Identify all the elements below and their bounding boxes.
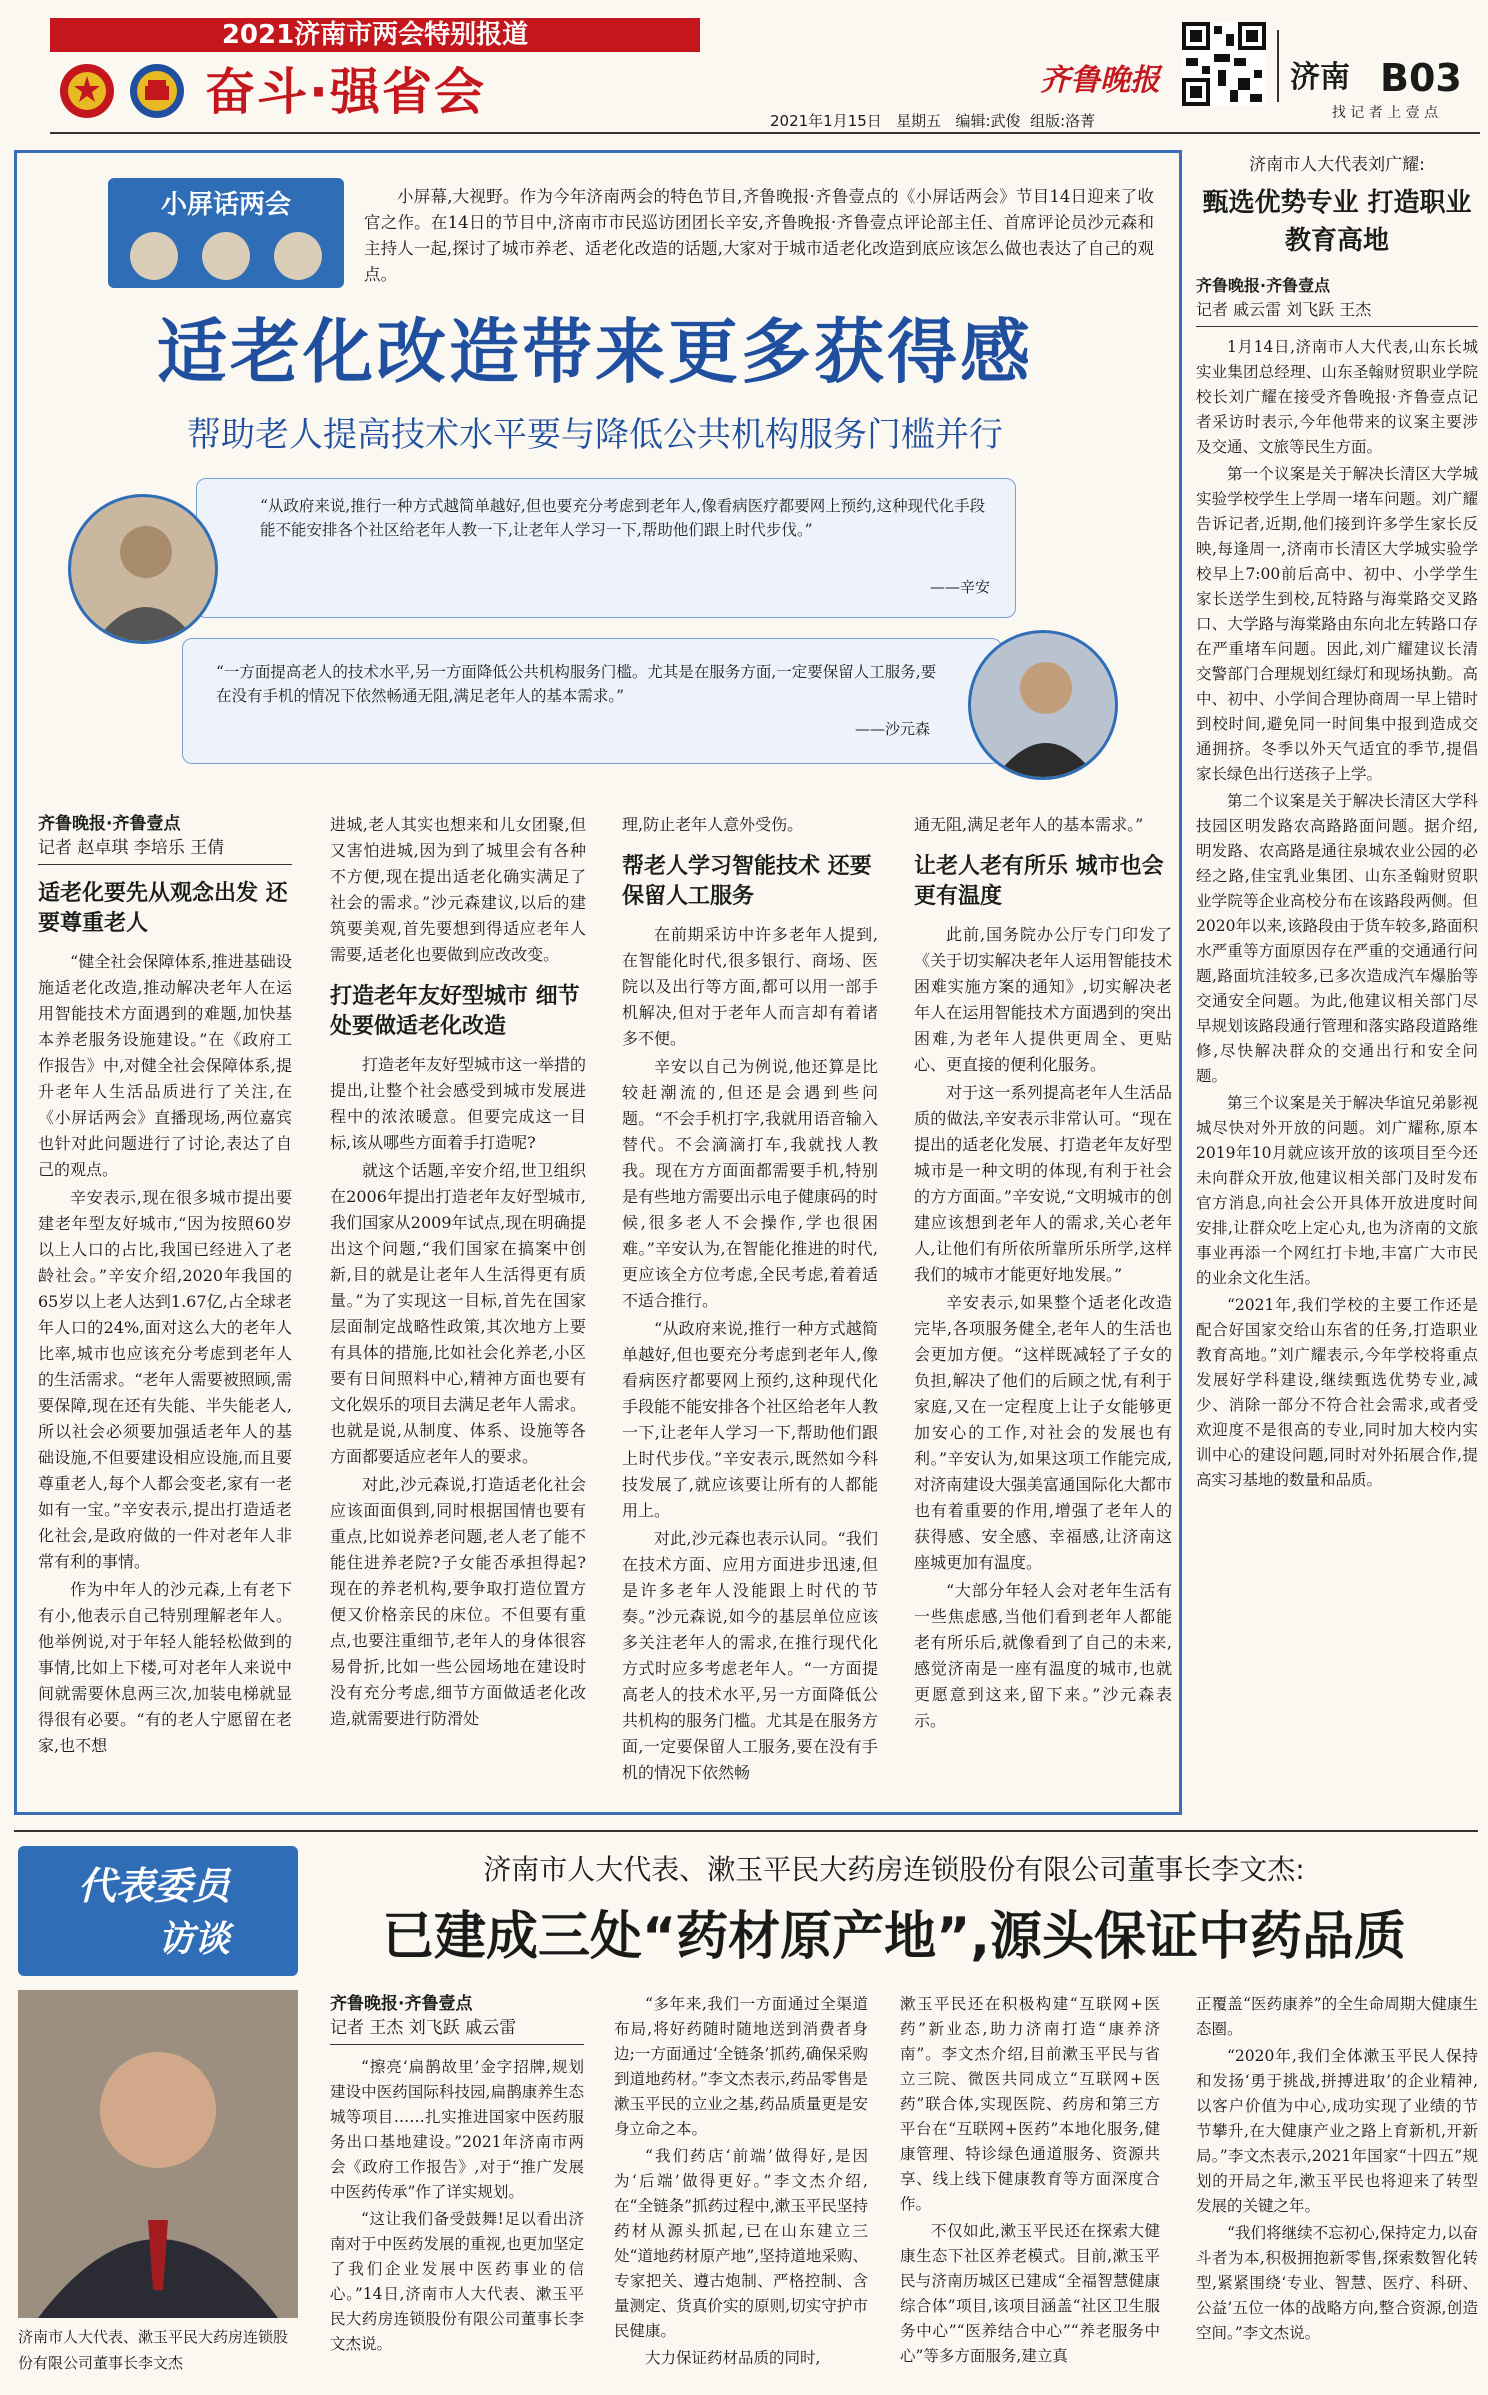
col2-subhead: 打造老年友好型城市 细节处要做适老化改造 [330, 984, 580, 1039]
bottom-kicker: 济南市人大代表、漱玉平民大药房连锁股份有限公司董事长李文杰: [483, 1853, 1305, 1886]
qr-code-icon [1182, 22, 1266, 106]
col2-paragraph: 进城,老人其实也想来和儿女团聚,但又害怕进城,因为到了城里会有各种不方便,现在提出适老化确实满足了社会的需求。”沙元森建议,以后的建筑要美观,首先要想到得适应老年人需要,适老化也要做到应改改变。 [330, 815, 586, 964]
bottom-byline-names: 记者 王杰 刘飞跃 戚云雷 [330, 2016, 584, 2045]
sidebar-paragraph: “2021年,我们学校的主要工作还是配合好国家交给山东省的任务,打造职业教育高地。”刘广耀表示,今年学校将重点发展好学科建设,继续甄选优势专业,减少、消除一部分不符合社会需求,或者受欢迎度不是很高的专业,同时加大校内实训中心的建设问题,同时对外拓展合作,提高实习基地的数量和品质。 [1196, 1296, 1478, 1489]
col4-paragraph: 辛安表示,如果整个适老化改造完毕,各项服务健全,老年人的生活也会更加方便。“这样既减轻了子女的负担,解决了他们的后顾之忧,有利于家庭,又在一定程度上让子女能够更加安心的工作,对社会的发展也有利。”辛安认为,如果这项工作能完成,对济南建设大强美富通国际化大都市也有着重要的作用,增强了老年人的获得感、安全感、幸福感,让济南这座城更加有温度。 [914, 1293, 1172, 1572]
col3-paragraph: 对此,沙元森也表示认同。“我们在技术方面、应用方面进步迅速,但是许多老年人没能跟上时代的节奏。”沙元森说,如今的基层单位应该多关注老年人的需求,在推行现代化方式时应多考虑老年人。“一方面提高老人的技术水平,另一方面降低公共机构的服务门槛。尤其是在服务方面,一定要保留人工服务,要在没有手机的情况下依然畅 [622, 1529, 879, 1782]
bottom-paragraph: “多年来,我们一方面通过全渠道布局,将好药随时随地送到消费者身边;一方面通过‘全链条’抓药,确保采购到道地药材。”李文杰表示,药品零售是漱玉平民的立业之基,药品质量更是安身立命之本。 [614, 1995, 868, 2138]
badge-label: 小屏话两会 [160, 190, 291, 220]
bottom-paragraph: 漱玉平民还在积极构建“互联网+医药”新业态,助力济南打造“康养济南”。李文杰介绍,目前漱玉平民与省立三院、微医共同成立“互联网+医药”联合体,实现医院、药房和第三方平台在“互联网+医药”本地化服务,健康管理、特诊绿色通道服务、资源共享、线上线下健康教育等方面深度合作。 [900, 1995, 1160, 2213]
bottom-col-2 [614, 1992, 868, 2392]
sidebar-byline-names: 记者 戚云雷 刘飞跃 王杰 [1196, 298, 1478, 327]
newspaper-logo: 齐鲁晚报 [1040, 63, 1160, 98]
bottom-paragraph: “擦亮‘扁鹊故里’金字招牌,规划建设中医药国际科技园,扁鹊康养生态城等项目……扎实推进国家中医药服务出口基地建设。”2021年济南市两会《政府工作报告》,对于“推广发展中医药传承”作了详实规划。 [330, 2058, 584, 2201]
col4-paragraph: “大部分年轻人会对老年生活有一些焦虑感,当他们看到老年人都能老有所乐后,就像看到了自己的未来,感觉济南是一座有温度的城市,也就更愿意到这来,留下来。”沙元森表示。 [914, 1581, 1172, 1730]
badge-line-2: 访谈 [158, 1919, 231, 1960]
sidebar-kicker: 济南市人大代表刘广耀: [1249, 155, 1425, 175]
npc-emblem-icon [128, 62, 186, 120]
page-sub: 找 记 者 上 壹 点 [1331, 105, 1439, 121]
col3-paragraph: “从政府来说,推行一种方式越简单越好,但也要充分考虑到老年人,像看病医疗都要网上预约,这种现代化手段能不能安排各个社区给老年人教一下,让老年人学习一下,帮助他们跟上时代步伐。”辛安表示,既然如今科技发展了,就应该要让所有的人都能用上。 [622, 1319, 879, 1520]
masthead-divider [1277, 30, 1279, 102]
host-avatar [274, 232, 322, 280]
sidebar-paragraph: 第二个议案是关于解决长清区大学科技园区明发路农高路路面问题。据介绍,明发路、农高路是通往泉城农业公园的必经之路,佳宝乳业集团、山东圣翰财贸职业学院等企业高校分布在该路段两侧。但2020年以来,该路段由于货车较多,路面积水严重等方面原因存在严重的交通通行问题,路面坑洼较多,已多次造成汽车爆胎等交通安全问题。为此,他建议相关部门尽早规划该路段通行管理和落实路段道路维修,尽快解决群众的交通出行和安全问题。 [1196, 792, 1478, 1085]
quote-1-signature: ——辛安 [929, 578, 990, 596]
feature-subheadline: 帮助老人提高技术水平要与降低公共机构服务门槛并行 [187, 415, 1003, 455]
bottom-rule [14, 1830, 1478, 1832]
sidebar-byline-org: 齐鲁晚报·齐鲁壹点 [1196, 276, 1331, 295]
sidebar-paragraph: 1月14日,济南市人大代表,山东长城实业集团总经理、山东圣翰财贸职业学院校长刘广耀在接受齐鲁晚报·齐鲁壹点记者采访时表示,今年他带来的议案主要涉及交通、文旅等民生方面。 [1196, 338, 1478, 456]
feature-col-2 [330, 812, 586, 1812]
col2-paragraph: 对此,沙元森说,打造适老化社会应该面面俱到,同时根据国情也要有重点,比如说养老问题,老人老了能不能住进养老院?子女能否承担得起?现在的养老机构,要争取打造位置方便又价格亲民的床位。不但要有重点,也要注重细节,老年人的身体很容易骨折,比如一些公园场地在建设时没有充分考虑,细节方面做适老化改造,就需要进行防滑处 [330, 1475, 586, 1728]
section-name: 济南 [1290, 60, 1350, 95]
slogan: 奋斗·强省会 [205, 63, 486, 121]
col3-subhead: 帮老人学习智能技术 还要保留人工服务 [622, 854, 872, 909]
date-line [770, 110, 1170, 132]
col1-paragraph: “健全社会保障体系,推进基础设施适老化改造,推动解决老年人在运用智能技术方面遇到的难题,加快基本养老服务设施建设。”在《政府工作报告》中,对健全社会保障体系,提升老年人生活品质进行了关注,在《小屏话两会》直播现场,两位嘉宾也针对此问题进行了讨论,表达了自己的观点。 [38, 952, 292, 1179]
bottom-paragraph: “我们将继续不忘初心,保持定力,以奋斗者为本,积极拥抱新零售,探索数智化转型,紧紧围绕‘专业、智慧、医疗、科研、公益’五位一体的战略方向,整合资源,创造空间。”李文杰说。 [1196, 2224, 1478, 2342]
speaker-photo-shayuansen [968, 630, 1118, 780]
col1-paragraph: 辛安表示,现在很多城市提出要建老年型友好城市,“因为按照60岁以上人口的占比,我国已经进入了老龄社会。”辛安介绍,2020年我国的65岁以上老人达到1.67亿,占全球老年人口的24%,面对这么大的老年人比率,城市也应该充分考虑到老年人的生活需求。“老年人需要被照顾,需要保障,现在还有失能、半失能老人,所以社会必须要加强适老年人的基础设施,不但要建设相应设施,而且要尊重老人,每个人都会变老,家有一老如有一宝。”辛安表示,提出打造适老化社会,是政府做的一件对老年人非常有利的事情。 [38, 1188, 292, 1571]
bottom-paragraph: “2020年,我们全体漱玉平民人保持和发扬‘勇于挑战,拼搏进取’的企业精神,以客户价值为中心,成功实现了业绩的节节攀升,在大健康产业之路上育新机,开新局。”李文杰表示,2021年国家“十四五”规划的开局之年,漱玉平民也将迎来了转型发展的关键之年。 [1196, 2047, 1478, 2215]
feature-headline: 适老化改造带来更多获得感 [157, 311, 1033, 393]
sidebar-article [1196, 152, 1478, 1812]
col4-paragraph: 此前,国务院办公厅专门印发了《关于切实解决老年人运用智能技术困难实施方案的通知》,切实解决老年人在运用智能技术方面遇到的突出困难,为老年人提供更周全、更贴心、更直接的便利化服务。 [914, 925, 1172, 1074]
bottom-paragraph: 正覆盖“医药康养”的全生命周期大健康生态圈。 [1196, 1995, 1478, 2038]
bottom-paragraph: “我们药店‘前端’做得好,是因为‘后端’做得更好。”李文杰介绍,在“全链条”抓药过程中,漱玉平民坚持药材从源头抓起,已在山东建立三处“道地药材原产地”,坚持道地采购、专家把关、遵古炮制、严格控制、含量测定、货真价实的原则,切实守护市民健康。 [614, 2147, 868, 2340]
quote-2-signature: ——沙元森 [854, 720, 930, 738]
bottom-byline-org: 齐鲁晚报·齐鲁壹点 [330, 1994, 473, 2014]
masthead [0, 0, 1488, 135]
masthead-rule [50, 132, 1480, 134]
interview-badge [18, 1846, 298, 1976]
designer: 组版:洛菁 [1030, 112, 1096, 130]
col4-paragraph: 通无阻,满足老年人的基本需求。” [914, 815, 1144, 834]
emblem-icon [58, 62, 116, 120]
col2-paragraph: 打造老年友好型城市这一举措的提出,让整个社会感受到城市发展进程中的浓浓暖意。但要完成这一目标,该从哪些方面着手打造呢? [330, 1055, 587, 1152]
bottom-col-1 [330, 1992, 584, 2392]
weekday: 星期五 [896, 112, 942, 130]
feature-col-4 [914, 812, 1172, 1812]
badge-line-1: 代表委员 [78, 1864, 231, 1908]
col4-paragraph: 对于这一系列提高老年人生活品质的做法,辛安表示非常认可。“现在提出的适老化发展、打造老年友好型城市是一种文明的体现,有利于社会的方方面面。”辛安说,“文明城市的创建应该想到老年人的需求,关心老年人,让他们有所依所靠所乐所学,这样我们的城市才能更好地发展。” [914, 1083, 1172, 1284]
bottom-col-3 [900, 1992, 1160, 2392]
feature-col-3 [622, 812, 878, 1812]
bottom-paragraph: 不仅如此,漱玉平民还在探索大健康生态下社区养老模式。目前,漱玉平民与济南历城区已建成“全福智慧健康综合体”项目,该项目涵盖“社区卫生服务中心”“医养结合中心”“养老服务中心”等多方面服务,建立真 [900, 2222, 1160, 2365]
col1-subhead: 适老化要先从观念出发 还要尊重老人 [38, 881, 288, 936]
sidebar-paragraph: 第一个议案是关于解决长清区大学城实验学校学生上学周一堵车问题。刘广耀告诉记者,近期,他们接到许多学生家长反映,每逢周一,济南市长清区大学城实验学校早上7:00前后高中、初中、小学学生家长送学生到校,瓦特路与海棠路交叉路口、大学路与海棠路由东向北左转路口存在严重堵车问题。因此,刘广耀建议长清交警部门合理规划红绿灯和现场执勤。高中、初中、小学间合理协商周一早上错时到校时间,避免同一时间集中报到造成交通拥挤。冬季以外天气适宜的季节,提倡家长绿色出行送孩子上学。 [1196, 465, 1478, 783]
byline-names: 记者 赵卓琪 李培乐 王倩 [38, 836, 292, 865]
banner-title: 2021济南市两会特别报道 [50, 18, 700, 52]
quote-1-text: “从政府来说,推行一种方式越简单越好,但也要充分考虑到老年人,像看病医疗都要网上预约,这种现代化手段能不能安排各个社区给老年人教一下,让老年人学习一下,帮助他们跟上时代步伐。” [260, 497, 986, 539]
col4-subhead: 让老人老有所乐 城市也会更有温度 [914, 854, 1164, 909]
byline-org: 齐鲁晚报·齐鲁壹点 [38, 814, 181, 834]
col3-paragraph: 辛安以自己为例说,他还算是比较赶潮流的,但还是会遇到些问题。“不会手机打字,我就用语音输入替代。不会滴滴打车,我就找人教我。现在方方面面都需要手机,特别是有些地方需要出示电子健康码的时候,很多老人不会操作,学也很困难。”辛安认为,在智能化推进的时代,更应该全方位考虑,全民考虑,着着适不适合推行。 [622, 1057, 879, 1310]
col1-paragraph: 作为中年人的沙元森,上有老下有小,他表示自己特别理解老年人。他举例说,对于年轻人能轻松做到的事情,比如上下楼,可对老年人来说中间就需要休息两三次,加装电梯就显得很有必要。“有的老人宁愿留在老家,也不想 [38, 1580, 292, 1755]
sidebar-title: 甄选优势专业 打造职业教育高地 [1202, 188, 1472, 256]
bottom-paragraph: “这让我们备受鼓舞!足以看出济南对于中医药发展的重视,也更加坚定了我们企业发展中医药事业的信心。”14日,济南市人大代表、漱玉平民大药房连锁股份有限公司董事长李文杰说。 [330, 2210, 584, 2353]
sidebar-paragraph: 第三个议案是关于解决华谊兄弟影视城尽快对外开放的问题。刘广耀称,原本2019年10月就应该开放的该项目至今还未向群众开放,他建议相关部门及时发布官方消息,向社会公开具体开放进度时间安排,让群众吃上定心丸,也为济南的文旅事业再添一个网红打卡地,丰富广大市民的业余文化生活。 [1196, 1094, 1478, 1287]
guest-avatar-2 [202, 232, 250, 280]
col3-paragraph: 在前期采访中许多老年人提到,在智能化时代,很多银行、商场、医院以及出行等方面,都可以用一部手机解决,但对于老年人而言却有着诸多不便。 [622, 925, 878, 1048]
date: 2021年1月15日 [770, 112, 882, 130]
speaker-photo-xinan [68, 494, 218, 644]
col3-paragraph: 理,防止老年人意外受伤。 [622, 815, 804, 834]
editor: 编辑:武俊 [955, 112, 1021, 130]
guest-avatar-1 [130, 232, 178, 280]
feature-col-1 [38, 812, 292, 1812]
photo-caption: 济南市人大代表、漱玉平民大药房连锁股份有限公司董事长李文杰 [18, 2328, 289, 2372]
feature-badge [108, 178, 344, 288]
page-number: B03 [1380, 56, 1462, 100]
bottom-col-4 [1196, 1992, 1478, 2392]
interviewee-photo [18, 1990, 298, 2318]
bottom-paragraph: 大力保证药材品质的同时, [645, 2349, 821, 2367]
col2-paragraph: 就这个话题,辛安介绍,世卫组织在2006年提出打造老年友好型城市,我们国家从2009年试点,现在明确提出这个问题,“我们国家在搞案中创新,目的就是让老年人生活得更有质量。”为了实现这一目标,首先在国家层面制定战略性政策,其次地方上要有具体的措施,比如社会化养老,小区要有日间照料中心,精神方面也要有文化娱乐的项目去满足老年人需求。也就是说,从制度、体系、设施等各方面都要适应老年人的要求。 [330, 1161, 587, 1466]
quote-2-text: “一方面提高老人的技术水平,另一方面降低公共机构服务门槛。尤其是在服务方面,一定要保留人工服务,要在没有手机的情况下依然畅通无阻,满足老年人的基本需求。” [216, 663, 937, 705]
feature-intro: 小屏幕,大视野。作为今年济南两会的特色节目,齐鲁晚报·齐鲁壹点的《小屏话两会》节目14日迎来了收官之作。在14日的节目中,济南市市民巡访团团长辛安,齐鲁晚报·齐鲁壹点评论部主任、首席评论员沙元森和主持人一起,探讨了城市养老、适老化改造的话题,大家对于城市适老化改造到底应该怎么做也表达了自己的观点。 [364, 187, 1154, 284]
bottom-headline: 已建成三处“药材原产地”,源头保证中药品质 [381, 1907, 1407, 1967]
